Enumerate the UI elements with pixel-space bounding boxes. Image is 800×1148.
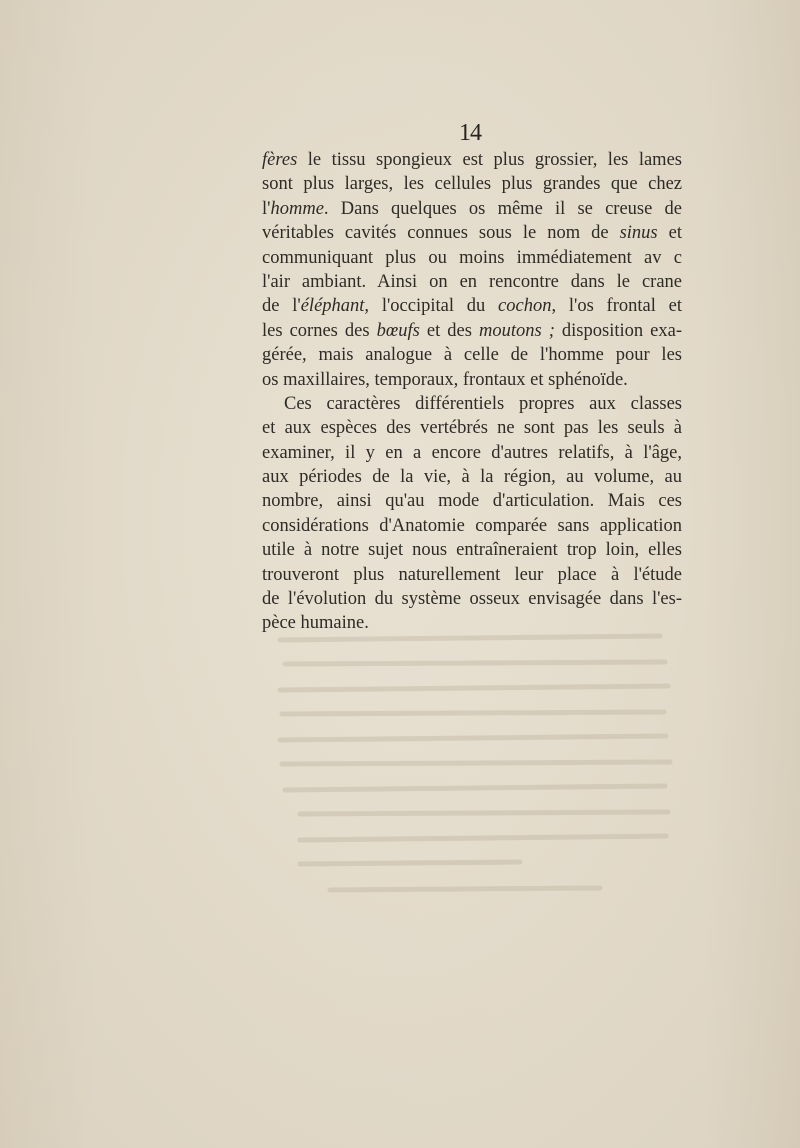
italic-text: éléphant bbox=[300, 296, 365, 317]
text-run: examiner, il y en a encore d'autres relatifs, à l'âge, bbox=[262, 442, 682, 463]
text-run: , l'os frontal et bbox=[551, 296, 682, 317]
italic-text: sinus bbox=[619, 223, 658, 244]
page-number: 14 bbox=[459, 120, 481, 146]
text-run: nombre, ainsi qu'au mode d'articulation. Mais ces bbox=[262, 491, 682, 512]
text-run: et des bbox=[419, 320, 479, 341]
text-line bbox=[262, 538, 682, 562]
text-line bbox=[262, 465, 682, 489]
paragraph bbox=[262, 148, 682, 392]
text-line bbox=[262, 343, 682, 367]
text-run: gérée, mais analogue à celle de l'homme pour les bbox=[262, 345, 682, 366]
text-line bbox=[262, 611, 682, 635]
text-line bbox=[262, 148, 682, 172]
text-run: et bbox=[657, 223, 683, 244]
text-run: utile à notre sujet nous entraîneraient trop loin, elles bbox=[262, 540, 682, 561]
text-run: sont plus larges, les cellules plus grandes que chez bbox=[262, 174, 682, 195]
text-run: aux périodes de la vie, à la région, au volume, au bbox=[262, 467, 682, 488]
text-line bbox=[262, 416, 682, 440]
text-run: le tissu spongieux est plus grossier, les lames bbox=[297, 150, 682, 170]
text-line bbox=[262, 587, 682, 611]
italic-text: cochon bbox=[498, 296, 552, 317]
italic-text: moutons ; bbox=[478, 320, 555, 341]
text-line bbox=[262, 514, 682, 538]
text-run: de l'évolution du système osseux envisagée dans l'es- bbox=[262, 589, 682, 610]
text-run: , l'occipital du bbox=[364, 296, 499, 317]
text-run: et aux espèces des vertébrés ne sont pas les seuls à bbox=[262, 418, 682, 439]
italic-text: fères bbox=[262, 150, 298, 170]
text-run: disposition exa- bbox=[554, 320, 682, 341]
text-run: . Dans quelques os même il se creuse de bbox=[323, 198, 682, 219]
text-line bbox=[262, 246, 682, 270]
text-run: les cornes des bbox=[262, 320, 377, 341]
italic-text: bœufs bbox=[376, 320, 420, 341]
text-run: communiquant plus ou moins immédiatement av c bbox=[262, 247, 682, 268]
paragraph bbox=[262, 392, 682, 636]
text-line bbox=[262, 441, 682, 465]
text-run: véritables cavités connues sous le nom de bbox=[262, 223, 620, 244]
text-line bbox=[262, 221, 682, 245]
text-line bbox=[262, 319, 682, 343]
body-text bbox=[262, 148, 682, 636]
text-line bbox=[262, 197, 682, 221]
text-line bbox=[262, 392, 682, 416]
text-run: l'air ambiant. Ainsi on en rencontre dans le crane bbox=[262, 271, 682, 292]
text-run: l' bbox=[262, 198, 271, 219]
text-run: trouveront plus naturellement leur place à l'étude bbox=[262, 564, 682, 585]
text-line bbox=[262, 172, 682, 196]
text-run: considérations d'Anatomie comparée sans application bbox=[262, 515, 682, 536]
text-line bbox=[262, 294, 682, 318]
text-line bbox=[262, 489, 682, 513]
text-run: Ces caractères différentiels propres aux classes bbox=[284, 393, 682, 414]
text-line bbox=[262, 368, 682, 392]
text-run: os maxillaires, temporaux, frontaux et sphénoïde. bbox=[262, 369, 628, 390]
text-line bbox=[262, 270, 682, 294]
text-run: de l' bbox=[262, 296, 301, 317]
text-line bbox=[262, 563, 682, 587]
text-run: pèce humaine. bbox=[262, 613, 369, 634]
italic-text: homme bbox=[270, 198, 324, 219]
